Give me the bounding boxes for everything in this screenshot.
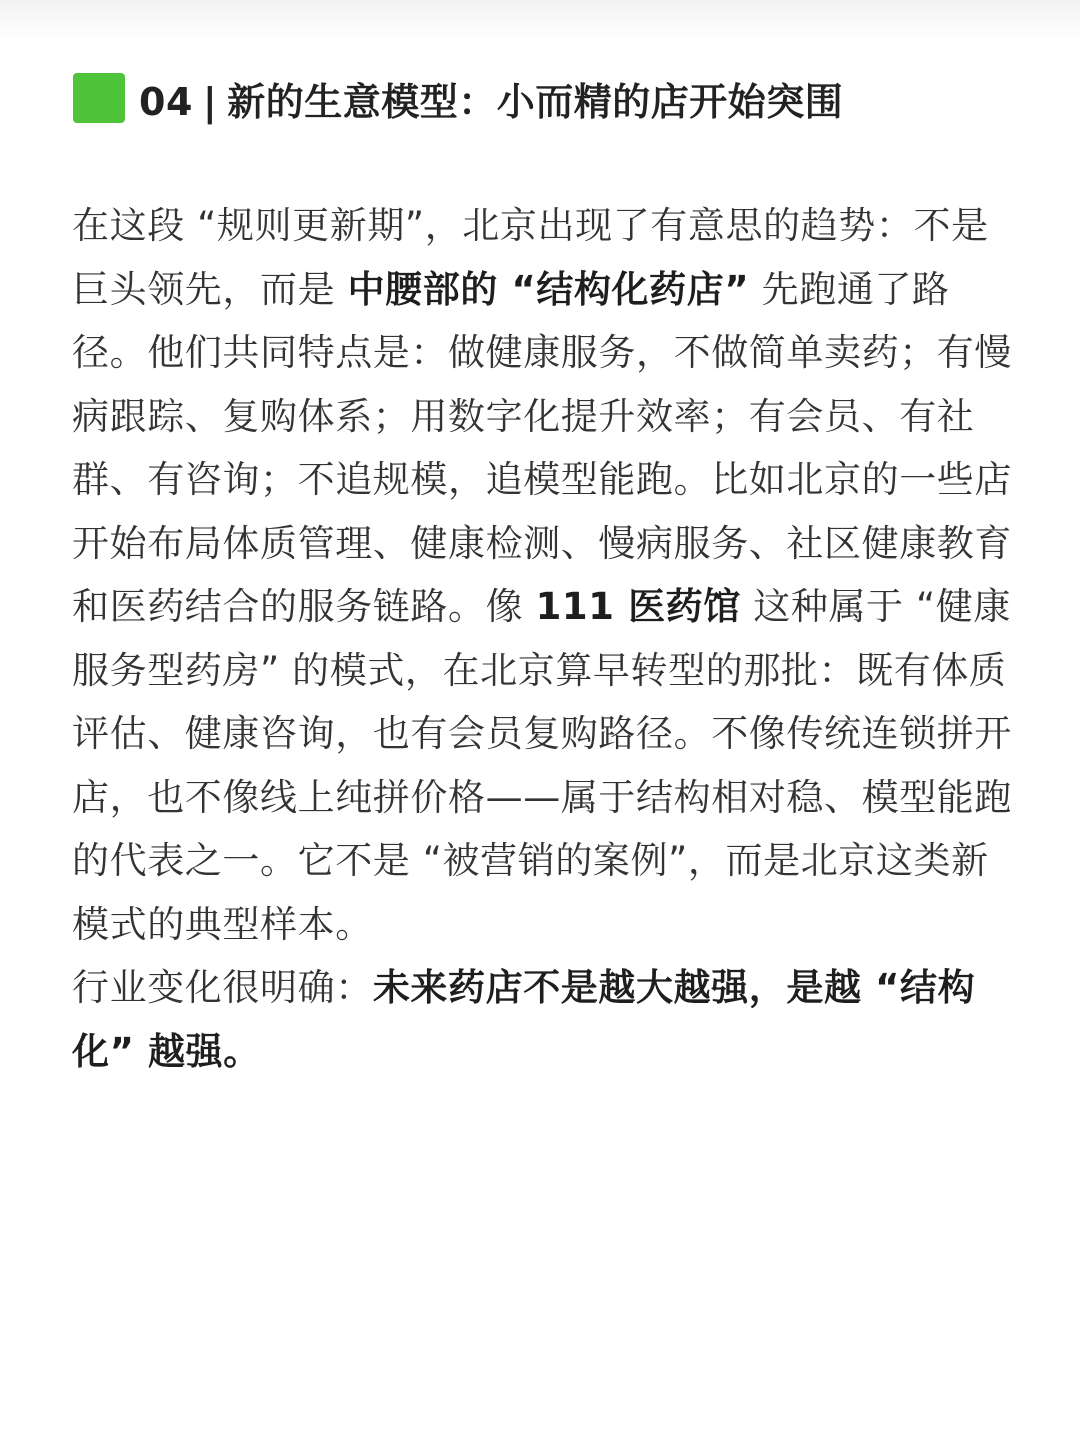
text-run: 在这段 “规则更新期”，北京出现了有意思的趋势：不是巨头领先，而是	[72, 204, 989, 311]
bold-highlight: 未来药店不是越大越强，是越 “结构化” 越强。	[72, 966, 976, 1073]
paragraph-conclusion	[72, 956, 1012, 1083]
green-square-icon	[73, 73, 125, 123]
section-header	[73, 70, 1033, 126]
bold-highlight: 中腰部的 “结构化药店”	[347, 267, 750, 311]
section-title-text: 新的生意模型：小而精的店开始突围	[227, 79, 844, 124]
title-separator: |	[202, 79, 218, 124]
top-shadow	[0, 0, 1080, 40]
paragraph-main	[72, 194, 1012, 956]
bold-highlight: 111 医药馆	[535, 585, 741, 628]
text-run: 行业变化很明确：	[72, 966, 373, 1009]
article-body	[72, 194, 1012, 1083]
section-number: 04	[139, 79, 193, 124]
section-title	[139, 71, 843, 126]
text-run: 先跑通了路径。他们共同特点是：做健康服务，不做简单卖药；有慢病跟踪、复购体系；用数字化提升效率；有会员、有社群、有咨询；不追规模，追模型能跑。比如北京的一些店开始布局体质管理、健康检测、慢病服务、社区健康教育和医药结合的服务链路。像	[72, 267, 1012, 628]
text-run: 这种属于 “健康服务型药房” 的模式，在北京算早转型的那批：既有体质评估、健康咨询，也有会员复购路径。不像传统连锁拼开店，也不像线上纯拼价格——属于结构相对稳、模型能跑的代表之一。它不是 “被营销的案例”，而是北京这类新模式的典型样本。	[72, 585, 1012, 946]
